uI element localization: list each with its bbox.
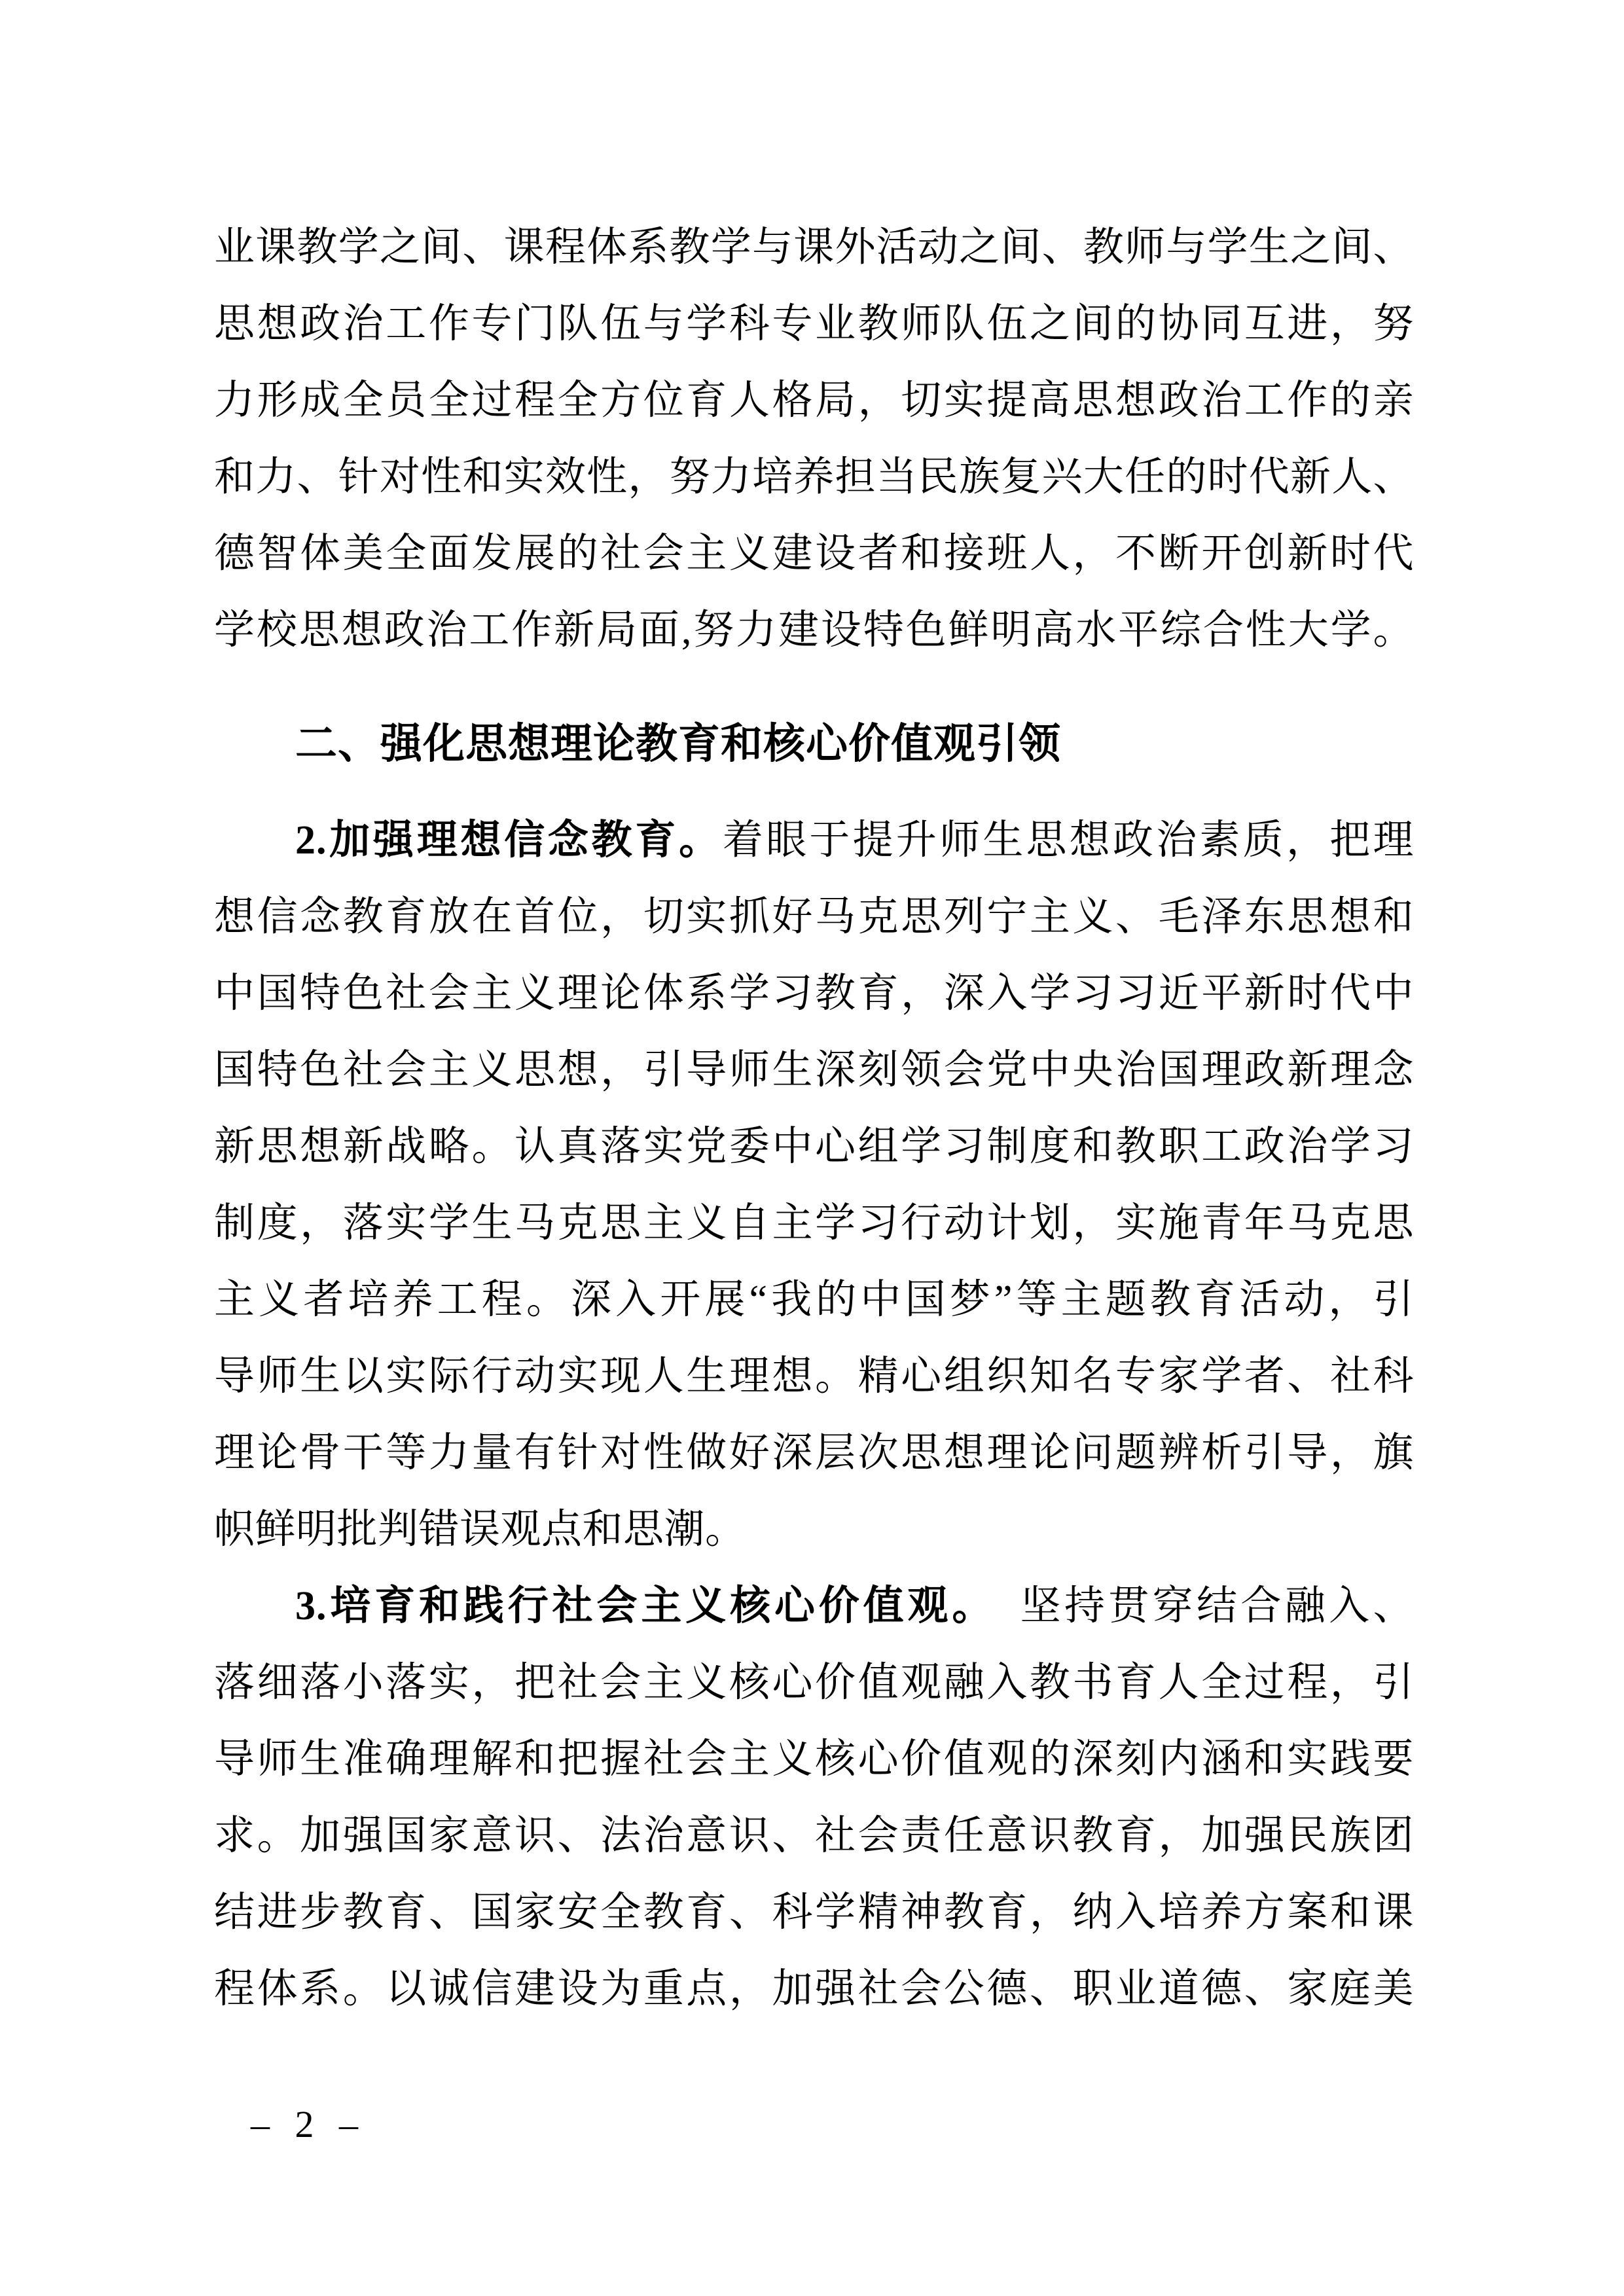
body-text: 力形成全员全过程全方位育人格局，切实提高思想政治工作的亲 bbox=[214, 378, 1414, 423]
text-line bbox=[214, 363, 1414, 439]
text-line bbox=[214, 1798, 1414, 1874]
text-line bbox=[214, 1262, 1414, 1338]
text-line bbox=[214, 286, 1414, 363]
body-text: 理论骨干等力量有针对性做好深层次思想理论问题辨析引导，旗 bbox=[214, 1431, 1414, 1475]
text-line bbox=[214, 1568, 1414, 1645]
body-text: 德智体美全面发展的社会主义建设者和接班人，不断开创新时代 bbox=[214, 531, 1414, 576]
body-text: 主义者培养工程。深入开展“我的中国梦”等主题教育活动，引 bbox=[214, 1278, 1414, 1322]
text-line bbox=[214, 1492, 1414, 1568]
text-line bbox=[214, 209, 1414, 286]
body-text: 学校思想政治工作新局面,努力建设特色鲜明高水平综合性大学。 bbox=[214, 608, 1414, 653]
text-line bbox=[214, 802, 1414, 879]
body-text: 想信念教育放在首位，切实抓好马克思列宁主义、毛泽东思想和 bbox=[214, 895, 1414, 939]
body-text: 制度，落实学生马克思主义自主学习行动计划，实施青年马克思 bbox=[214, 1201, 1414, 1246]
page-content bbox=[214, 209, 1414, 2028]
page-number: – 2 – bbox=[251, 2103, 366, 2145]
text-line bbox=[214, 879, 1414, 956]
body-text: 求。加强国家意识、法治意识、社会责任意识教育，加强民族团 bbox=[214, 1814, 1414, 1858]
body-text: 坚持贯穿结合融入、 bbox=[976, 1584, 1414, 1628]
text-line bbox=[214, 592, 1414, 669]
body-text: 导师生以实际行动实现人生理想。精心组织知名专家学者、社科 bbox=[214, 1354, 1414, 1399]
text-line bbox=[214, 1338, 1414, 1415]
text-line bbox=[214, 956, 1414, 1032]
body-text: 新思想新战略。认真落实党委中心组学习制度和教职工政治学习 bbox=[214, 1124, 1414, 1169]
text-line bbox=[214, 1721, 1414, 1798]
body-text: 导师生准确理解和把握社会主义核心价值观的深刻内涵和实践要 bbox=[214, 1737, 1414, 1782]
text-line bbox=[214, 706, 1414, 782]
paragraph-3 bbox=[214, 1568, 1414, 2028]
body-text: 帜鲜明批判错误观点和思潮。 bbox=[214, 1507, 746, 1552]
bold-lead-text: 2.加强理想信念教育。 bbox=[295, 818, 723, 863]
paragraph-2 bbox=[214, 802, 1414, 1568]
body-text: 中国特色社会主义理论体系学习教育，深入学习习近平新时代中 bbox=[214, 971, 1414, 1016]
body-text: 和力、针对性和实效性，努力培养担当民族复兴大任的时代新人、 bbox=[214, 455, 1414, 499]
bold-lead-text: 二、强化思想理论教育和核心价值观引领 bbox=[295, 720, 1061, 767]
body-text: 思想政治工作专门队伍与学科专业教师队伍之间的协同互进，努 bbox=[214, 302, 1414, 346]
bold-lead-text: 3.培育和践行社会主义核心价值观。 bbox=[295, 1584, 977, 1628]
text-line bbox=[214, 1645, 1414, 1721]
text-line bbox=[214, 1032, 1414, 1109]
body-text: 落细落小落实，把社会主义核心价值观融入教书育人全过程，引 bbox=[214, 1660, 1414, 1705]
body-text: 着眼于提升师生思想政治素质，把理 bbox=[722, 818, 1414, 863]
text-line bbox=[214, 439, 1414, 516]
section-heading bbox=[214, 706, 1414, 782]
body-text: 业课教学之间、课程体系教学与课外活动之间、教师与学生之间、 bbox=[214, 225, 1414, 270]
body-text: 国特色社会主义思想，引导师生深刻领会党中央治国理政新理念 bbox=[214, 1048, 1414, 1092]
paragraph-continuation bbox=[214, 209, 1414, 669]
text-line bbox=[214, 516, 1414, 592]
body-text: 结进步教育、国家安全教育、科学精神教育，纳入培养方案和课 bbox=[214, 1890, 1414, 1935]
text-line bbox=[214, 1109, 1414, 1185]
text-line bbox=[214, 1951, 1414, 2028]
text-line bbox=[214, 1415, 1414, 1492]
text-line bbox=[214, 1874, 1414, 1951]
body-text: 程体系。以诚信建设为重点，加强社会公德、职业道德、家庭美 bbox=[214, 1967, 1414, 2011]
text-line bbox=[214, 1185, 1414, 1262]
